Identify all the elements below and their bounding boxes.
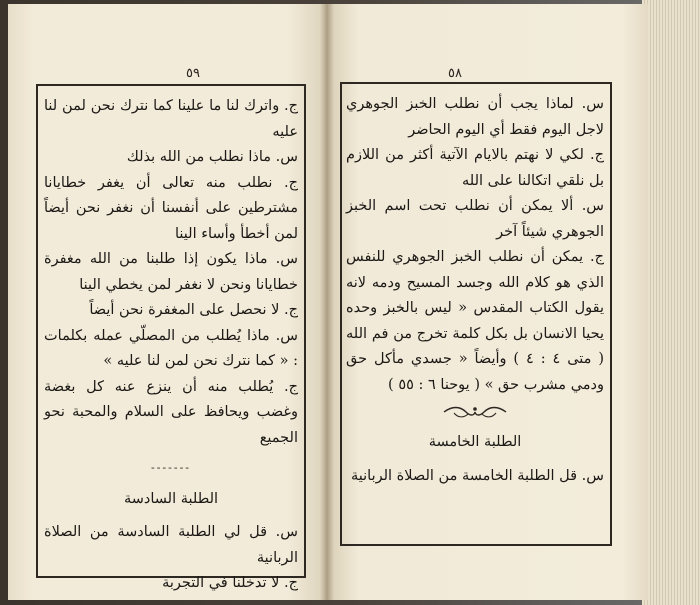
book-gutter: [320, 4, 334, 600]
open-book: [8, 4, 648, 600]
paragraph: س. قل لي الطلبة السادسة من الصلاة الربانية: [44, 524, 298, 566]
page-edges: [642, 0, 700, 605]
paragraph: ج. لكي لا نهتم بالايام الآتية أكثر من اللازم بل نلقي اتكالنا على الله: [346, 147, 604, 189]
section-title: الطلبة السادسة: [123, 490, 219, 507]
paragraph: س. ماذا نطلب من الله بذلك: [126, 149, 298, 165]
paragraph: ج. لا نحصل على المغفرة نحن أيضاً: [89, 302, 298, 318]
paragraph: س. لماذا يجب أن نطلب الخبز الجوهري لاجل اليوم فقط أي اليوم الحاضر: [346, 96, 604, 138]
paragraph: ج. نطلب منه تعالى أن يغفر خطايانا مشترطين على أنفسنا أن نغفر نحن أيضاً لمن أخطأ وأساء الينا: [44, 174, 298, 242]
page-number-left: ٥٩: [186, 66, 200, 81]
paragraph: ج. يُطلب منه أن ينزع عنه كل بغضة وغضب ويحافظ على السلام والمحبة نحو الجميع: [44, 378, 298, 446]
scroll-ornament-icon: [440, 404, 510, 420]
paragraph: س. قل الطلبة الخامسة من الصلاة الربانية: [350, 467, 604, 484]
section-divider: -------: [150, 461, 192, 474]
right-page-text: [346, 92, 604, 489]
paragraph: ج. لا تدخلنا في التجربة: [162, 575, 298, 591]
paragraph: س. ألا يمكن أن نطلب تحت اسم الخبز الجوهري شيئاً آخر: [346, 198, 604, 240]
paragraph: ج. يمكن أن نطلب الخبز الجوهري للنفس الذي هو كلام الله وجسد المسيح ودمه لانه يقول الكتاب المقدس « ليس بالخبز وحده يحيا الانسان بل بكل كلمة تخرج من فم الله ( متى ٤ : ٤ ) وأيضاً « جسدي مأكل حق ودمي مشرب حق » ( يوحنا ٦ : ٥٥ ): [346, 249, 604, 393]
section-title: الطلبة الخامسة: [428, 434, 522, 450]
left-page-text: [44, 94, 298, 597]
right-page: [326, 4, 648, 600]
page-number-right: ٥٨: [448, 66, 462, 81]
paragraph: س. ماذا يُطلب من المصلّي عمله بكلمات : « كما نترك نحن لمن لنا عليه »: [44, 327, 298, 369]
paragraph: س. ماذا يكون إذا طلبنا من الله مغفرة خطايانا ونحن لا نغفر لمن يخطي الينا: [44, 251, 298, 293]
paragraph: ج. واترك لنا ما علينا كما نترك نحن لمن لنا عليه: [44, 98, 298, 140]
left-page: [8, 4, 326, 600]
